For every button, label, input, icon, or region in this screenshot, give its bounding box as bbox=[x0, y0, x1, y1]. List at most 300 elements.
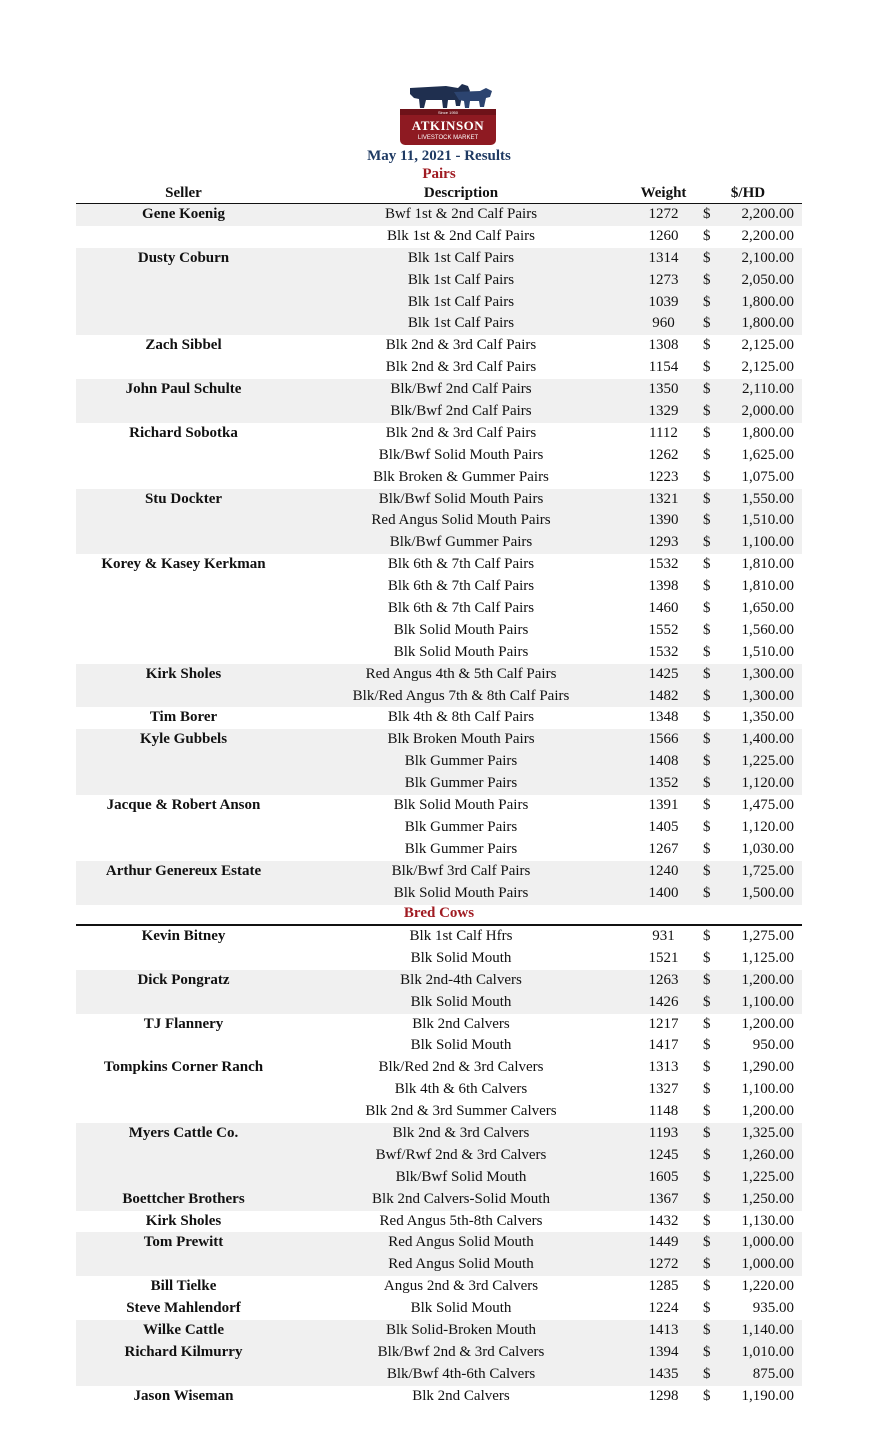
currency-symbol: $ bbox=[703, 512, 711, 529]
table-row bbox=[76, 489, 802, 511]
weight-cell: 1405 bbox=[648, 818, 679, 835]
report-date-title: May 11, 2021 - Results bbox=[367, 148, 511, 164]
weight-cell: 1263 bbox=[648, 971, 679, 988]
price-cell: 1,200.00 bbox=[741, 1103, 794, 1120]
price-cell: 1,800.00 bbox=[741, 424, 794, 441]
price-cell: 1,725.00 bbox=[741, 862, 794, 879]
price-cell: 1,030.00 bbox=[741, 840, 794, 857]
weight-cell: 1532 bbox=[648, 556, 679, 573]
table-row bbox=[76, 226, 802, 248]
currency-symbol: $ bbox=[703, 818, 711, 835]
price-cell: 1,500.00 bbox=[741, 884, 794, 901]
price-cell: 1,200.00 bbox=[741, 971, 794, 988]
currency-symbol: $ bbox=[703, 468, 711, 485]
price-cell: 1,200.00 bbox=[741, 1015, 794, 1032]
pairs-table bbox=[76, 204, 802, 905]
weight-cell: 1367 bbox=[648, 1190, 679, 1207]
table-row bbox=[76, 598, 802, 620]
price-cell: 1,220.00 bbox=[741, 1278, 794, 1295]
section-title-bred-cows: Bred Cows bbox=[76, 903, 802, 926]
price-cell: 1,300.00 bbox=[741, 687, 794, 704]
seller-cell: TJ Flannery bbox=[143, 1015, 224, 1032]
table-row bbox=[76, 576, 802, 598]
weight-cell: 1394 bbox=[648, 1343, 679, 1360]
table-row bbox=[76, 1298, 802, 1320]
description-cell: Blk 2nd Calvers-Solid Mouth bbox=[372, 1190, 550, 1207]
weight-cell: 1148 bbox=[648, 1103, 679, 1120]
currency-symbol: $ bbox=[703, 1300, 711, 1317]
currency-symbol: $ bbox=[703, 862, 711, 879]
currency-symbol: $ bbox=[703, 206, 711, 222]
table-row bbox=[76, 1123, 802, 1145]
weight-cell: 1398 bbox=[648, 578, 679, 595]
weight-cell: 1408 bbox=[648, 753, 679, 770]
description-cell: Blk 2nd Calvers bbox=[412, 1015, 510, 1032]
currency-symbol: $ bbox=[703, 1015, 711, 1032]
price-cell: 1,250.00 bbox=[741, 1190, 794, 1207]
description-cell: Bwf 1st & 2nd Calf Pairs bbox=[384, 206, 538, 222]
description-cell: Blk Gummer Pairs bbox=[404, 840, 518, 857]
currency-symbol: $ bbox=[703, 928, 711, 944]
seller-cell: Kevin Bitney bbox=[141, 928, 226, 944]
weight-cell: 1352 bbox=[648, 775, 679, 792]
currency-symbol: $ bbox=[703, 1059, 711, 1076]
seller-cell: Dusty Coburn bbox=[137, 249, 230, 266]
price-cell: 1,325.00 bbox=[741, 1125, 794, 1142]
description-cell: Blk 1st Calf Pairs bbox=[407, 293, 515, 310]
table-row bbox=[76, 510, 802, 532]
description-cell: Red Angus Solid Mouth bbox=[388, 1256, 534, 1273]
table-row bbox=[76, 1079, 802, 1101]
description-cell: Blk 2nd & 3rd Calf Pairs bbox=[385, 359, 537, 376]
currency-symbol: $ bbox=[703, 1168, 711, 1185]
table-row bbox=[76, 1057, 802, 1079]
description-cell: Blk Broken & Gummer Pairs bbox=[373, 468, 549, 485]
price-cell: 1,075.00 bbox=[741, 468, 794, 485]
currency-symbol: $ bbox=[703, 227, 711, 244]
weight-cell: 1154 bbox=[648, 359, 679, 376]
table-row bbox=[76, 445, 802, 467]
weight-cell: 1298 bbox=[648, 1387, 679, 1404]
table-row bbox=[76, 1014, 802, 1036]
description-cell: Blk/Bwf 2nd Calf Pairs bbox=[390, 381, 532, 398]
description-cell: Red Angus 5th-8th Calvers bbox=[379, 1212, 543, 1229]
table-row bbox=[76, 467, 802, 489]
description-cell: Blk/Bwf 4th-6th Calvers bbox=[386, 1365, 536, 1382]
table-row bbox=[76, 313, 802, 335]
weight-cell: 1605 bbox=[648, 1168, 679, 1185]
weight-cell: 1350 bbox=[648, 381, 679, 398]
price-cell: 875.00 bbox=[752, 1365, 794, 1382]
description-cell: Blk/Bwf 2nd Calf Pairs bbox=[390, 403, 532, 420]
description-cell: Bwf/Rwf 2nd & 3rd Calvers bbox=[375, 1146, 547, 1163]
description-cell: Blk Solid Mouth Pairs bbox=[393, 621, 529, 638]
currency-symbol: $ bbox=[703, 359, 711, 376]
price-cell: 1,300.00 bbox=[741, 665, 794, 682]
weight-cell: 1223 bbox=[648, 468, 679, 485]
price-cell: 1,400.00 bbox=[741, 731, 794, 748]
price-cell: 1,650.00 bbox=[741, 600, 794, 617]
table-row bbox=[76, 948, 802, 970]
price-cell: 1,125.00 bbox=[741, 949, 794, 966]
weight-cell: 1240 bbox=[648, 862, 679, 879]
price-cell: 1,350.00 bbox=[741, 709, 794, 726]
currency-symbol: $ bbox=[703, 534, 711, 551]
currency-symbol: $ bbox=[703, 971, 711, 988]
description-cell: Blk 4th & 6th Calvers bbox=[394, 1081, 528, 1098]
seller-cell: Arthur Genereux Estate bbox=[105, 862, 262, 879]
column-header-seller: Seller bbox=[165, 185, 202, 201]
weight-cell: 1432 bbox=[648, 1212, 679, 1229]
weight-cell: 1260 bbox=[648, 227, 679, 244]
table-row bbox=[76, 379, 802, 401]
logo-title: ATKINSON bbox=[411, 118, 485, 133]
table-row bbox=[76, 861, 802, 883]
seller-cell: Steve Mahlendorf bbox=[126, 1300, 241, 1317]
price-cell: 1,140.00 bbox=[741, 1322, 794, 1339]
price-cell: 1,510.00 bbox=[741, 643, 794, 660]
description-cell: Blk 4th & 8th Calf Pairs bbox=[387, 709, 535, 726]
price-cell: 1,800.00 bbox=[741, 293, 794, 310]
currency-symbol: $ bbox=[703, 1037, 711, 1054]
description-cell: Blk/Red 2nd & 3rd Calvers bbox=[378, 1059, 544, 1076]
table-row bbox=[76, 270, 802, 292]
price-cell: 2,110.00 bbox=[742, 381, 794, 398]
currency-symbol: $ bbox=[703, 993, 711, 1010]
currency-symbol: $ bbox=[703, 775, 711, 792]
seller-cell: Dick Pongratz bbox=[137, 971, 230, 988]
currency-symbol: $ bbox=[703, 556, 711, 573]
seller-cell: Richard Kilmurry bbox=[124, 1343, 243, 1360]
description-cell: Blk 1st Calf Pairs bbox=[407, 249, 515, 266]
description-cell: Blk 1st Calf Pairs bbox=[407, 315, 515, 332]
seller-cell: Richard Sobotka bbox=[129, 424, 238, 441]
weight-cell: 1245 bbox=[648, 1146, 679, 1163]
table-row bbox=[76, 707, 802, 729]
weight-cell: 1262 bbox=[648, 446, 679, 463]
seller-cell: Tom Prewitt bbox=[143, 1234, 224, 1251]
description-cell: Blk 6th & 7th Calf Pairs bbox=[387, 556, 535, 573]
seller-cell: Korey & Kasey Kerkman bbox=[101, 556, 266, 573]
atkinson-livestock-market-logo bbox=[396, 82, 500, 148]
price-cell: 1,225.00 bbox=[741, 1168, 794, 1185]
table-row bbox=[76, 335, 802, 357]
description-cell: Red Angus Solid Mouth Pairs bbox=[371, 512, 551, 529]
table-row bbox=[76, 1276, 802, 1298]
seller-cell: Myers Cattle Co. bbox=[128, 1125, 239, 1142]
table-row bbox=[76, 1101, 802, 1123]
currency-symbol: $ bbox=[703, 337, 711, 354]
price-cell: 1,550.00 bbox=[741, 490, 794, 507]
seller-cell: Kirk Sholes bbox=[145, 665, 222, 682]
currency-symbol: $ bbox=[703, 446, 711, 463]
price-cell: 1,000.00 bbox=[741, 1234, 794, 1251]
price-cell: 1,120.00 bbox=[741, 818, 794, 835]
description-cell: Blk 6th & 7th Calf Pairs bbox=[387, 578, 535, 595]
weight-cell: 1313 bbox=[648, 1059, 679, 1076]
table-row bbox=[76, 554, 802, 576]
price-cell: 1,560.00 bbox=[741, 621, 794, 638]
description-cell: Blk/Bwf Gummer Pairs bbox=[389, 534, 533, 551]
description-cell: Red Angus 4th & 5th Calf Pairs bbox=[365, 665, 557, 682]
weight-cell: 1217 bbox=[648, 1015, 679, 1032]
price-cell: 1,130.00 bbox=[741, 1212, 794, 1229]
currency-symbol: $ bbox=[703, 315, 711, 332]
currency-symbol: $ bbox=[703, 1234, 711, 1251]
currency-symbol: $ bbox=[703, 1365, 711, 1382]
price-cell: 1,010.00 bbox=[741, 1343, 794, 1360]
weight-cell: 1417 bbox=[648, 1037, 679, 1054]
price-cell: 2,050.00 bbox=[741, 271, 794, 288]
description-cell: Blk Solid Mouth Pairs bbox=[393, 884, 529, 901]
description-cell: Blk Solid Mouth Pairs bbox=[393, 797, 529, 814]
currency-symbol: $ bbox=[703, 797, 711, 814]
description-cell: Blk/Bwf Solid Mouth Pairs bbox=[378, 446, 544, 463]
price-cell: 1,000.00 bbox=[741, 1256, 794, 1273]
table-row bbox=[76, 817, 802, 839]
table-row bbox=[76, 1035, 802, 1057]
description-cell: Blk Solid Mouth Pairs bbox=[393, 643, 529, 660]
seller-cell: Jacque & Robert Anson bbox=[106, 797, 261, 814]
weight-cell: 1327 bbox=[648, 1081, 679, 1098]
table-row bbox=[76, 1320, 802, 1342]
seller-cell: Tompkins Corner Ranch bbox=[103, 1059, 264, 1076]
price-cell: 1,290.00 bbox=[741, 1059, 794, 1076]
weight-cell: 1039 bbox=[648, 293, 679, 310]
weight-cell: 1426 bbox=[648, 993, 679, 1010]
price-cell: 1,225.00 bbox=[741, 753, 794, 770]
weight-cell: 1308 bbox=[648, 337, 679, 354]
column-headers bbox=[76, 184, 802, 205]
price-cell: 2,200.00 bbox=[741, 206, 794, 222]
description-cell: Blk 2nd & 3rd Calf Pairs bbox=[385, 424, 537, 441]
weight-cell: 1449 bbox=[648, 1234, 679, 1251]
currency-symbol: $ bbox=[703, 709, 711, 726]
table-row bbox=[76, 1232, 802, 1254]
price-cell: 1,800.00 bbox=[741, 315, 794, 332]
bred-cows-table bbox=[76, 926, 802, 1408]
description-cell: Blk/Bwf Solid Mouth bbox=[395, 1168, 527, 1185]
seller-cell: Wilke Cattle bbox=[143, 1322, 224, 1339]
description-cell: Blk Solid Mouth bbox=[410, 1037, 512, 1054]
seller-cell: Gene Koenig bbox=[142, 206, 225, 222]
description-cell: Blk 2nd Calvers bbox=[412, 1387, 510, 1404]
table-row bbox=[76, 357, 802, 379]
currency-symbol: $ bbox=[703, 1212, 711, 1229]
currency-symbol: $ bbox=[703, 578, 711, 595]
currency-symbol: $ bbox=[703, 1343, 711, 1360]
price-cell: 1,625.00 bbox=[741, 446, 794, 463]
weight-cell: 1566 bbox=[648, 731, 679, 748]
price-cell: 1,810.00 bbox=[741, 578, 794, 595]
price-cell: 1,260.00 bbox=[741, 1146, 794, 1163]
table-row bbox=[76, 1189, 802, 1211]
currency-symbol: $ bbox=[703, 643, 711, 660]
currency-symbol: $ bbox=[703, 1125, 711, 1142]
currency-symbol: $ bbox=[703, 1278, 711, 1295]
table-row bbox=[76, 729, 802, 751]
table-row bbox=[76, 1342, 802, 1364]
currency-symbol: $ bbox=[703, 1256, 711, 1273]
weight-cell: 1272 bbox=[648, 1256, 679, 1273]
weight-cell: 1193 bbox=[648, 1125, 679, 1142]
price-cell: 1,510.00 bbox=[741, 512, 794, 529]
price-cell: 1,100.00 bbox=[741, 534, 794, 551]
description-cell: Blk/Bwf 2nd & 3rd Calvers bbox=[377, 1343, 545, 1360]
cattle-icon bbox=[410, 84, 492, 108]
table-row bbox=[76, 423, 802, 445]
currency-symbol: $ bbox=[703, 687, 711, 704]
currency-symbol: $ bbox=[703, 949, 711, 966]
weight-cell: 1348 bbox=[648, 709, 679, 726]
table-row bbox=[76, 883, 802, 905]
table-row bbox=[76, 532, 802, 554]
table-row bbox=[76, 292, 802, 314]
column-header-weight: Weight bbox=[640, 185, 687, 201]
table-row bbox=[76, 992, 802, 1014]
logo-subtitle: LIVESTOCK MARKET bbox=[417, 135, 479, 141]
weight-cell: 1460 bbox=[648, 600, 679, 617]
table-row bbox=[76, 664, 802, 686]
table-row bbox=[76, 1211, 802, 1233]
weight-cell: 1285 bbox=[648, 1278, 679, 1295]
price-cell: 2,100.00 bbox=[741, 249, 794, 266]
table-row bbox=[76, 839, 802, 861]
currency-symbol: $ bbox=[703, 621, 711, 638]
price-cell: 2,000.00 bbox=[741, 403, 794, 420]
currency-symbol: $ bbox=[703, 884, 711, 901]
currency-symbol: $ bbox=[703, 840, 711, 857]
column-header-price-per-head: $/HD bbox=[730, 185, 766, 201]
currency-symbol: $ bbox=[703, 271, 711, 288]
price-cell: 1,475.00 bbox=[741, 797, 794, 814]
description-cell: Blk 1st & 2nd Calf Pairs bbox=[387, 227, 535, 244]
seller-cell: Stu Dockter bbox=[144, 490, 223, 507]
seller-cell: Tim Borer bbox=[149, 709, 218, 726]
table-row bbox=[76, 642, 802, 664]
price-cell: 1,275.00 bbox=[741, 928, 794, 944]
description-cell: Blk Broken Mouth Pairs bbox=[387, 731, 535, 748]
price-cell: 2,125.00 bbox=[741, 359, 794, 376]
weight-cell: 1293 bbox=[648, 534, 679, 551]
description-cell: Blk Gummer Pairs bbox=[404, 775, 518, 792]
weight-cell: 1482 bbox=[648, 687, 679, 704]
description-cell: Blk Gummer Pairs bbox=[404, 818, 518, 835]
table-row bbox=[76, 1167, 802, 1189]
currency-symbol: $ bbox=[703, 381, 711, 398]
description-cell: Blk 6th & 7th Calf Pairs bbox=[387, 600, 535, 617]
table-row bbox=[76, 926, 802, 948]
description-cell: Blk Gummer Pairs bbox=[404, 753, 518, 770]
table-row bbox=[76, 401, 802, 423]
description-cell: Blk Solid Mouth bbox=[410, 993, 512, 1010]
price-cell: 1,100.00 bbox=[741, 993, 794, 1010]
table-row bbox=[76, 620, 802, 642]
currency-symbol: $ bbox=[703, 249, 711, 266]
table-row bbox=[76, 751, 802, 773]
weight-cell: 1435 bbox=[648, 1365, 679, 1382]
description-cell: Blk 2nd & 3rd Calvers bbox=[392, 1125, 530, 1142]
price-cell: 1,190.00 bbox=[741, 1387, 794, 1404]
table-row bbox=[76, 686, 802, 708]
seller-cell: Zach Sibbel bbox=[145, 337, 222, 354]
section-title-pairs: Pairs bbox=[422, 166, 456, 182]
currency-symbol: $ bbox=[703, 1322, 711, 1339]
description-cell: Blk Solid Mouth bbox=[410, 1300, 512, 1317]
description-cell: Angus 2nd & 3rd Calvers bbox=[383, 1278, 539, 1295]
description-cell: Blk/Bwf Solid Mouth Pairs bbox=[378, 490, 544, 507]
weight-cell: 1329 bbox=[648, 403, 679, 420]
weight-cell: 1314 bbox=[648, 249, 679, 266]
currency-symbol: $ bbox=[703, 1081, 711, 1098]
seller-cell: Kyle Gubbels bbox=[139, 731, 228, 748]
currency-symbol: $ bbox=[703, 1103, 711, 1120]
currency-symbol: $ bbox=[703, 731, 711, 748]
table-row bbox=[76, 204, 802, 226]
table-row bbox=[76, 1386, 802, 1408]
description-cell: Blk/Red Angus 7th & 8th Calf Pairs bbox=[352, 687, 570, 704]
price-cell: 2,125.00 bbox=[741, 337, 794, 354]
weight-cell: 931 bbox=[652, 928, 675, 944]
logo-since: Since 1950 bbox=[437, 110, 459, 115]
weight-cell: 1425 bbox=[648, 665, 679, 682]
table-row bbox=[76, 795, 802, 817]
table-row bbox=[76, 1364, 802, 1386]
price-cell: 950.00 bbox=[752, 1037, 794, 1054]
weight-cell: 1267 bbox=[648, 840, 679, 857]
currency-symbol: $ bbox=[703, 424, 711, 441]
weight-cell: 1321 bbox=[648, 490, 679, 507]
weight-cell: 1391 bbox=[648, 797, 679, 814]
description-cell: Blk/Bwf 3rd Calf Pairs bbox=[391, 862, 531, 879]
column-header-description: Description bbox=[423, 185, 499, 201]
weight-cell: 1224 bbox=[648, 1300, 679, 1317]
table-row bbox=[76, 1145, 802, 1167]
table-row bbox=[76, 248, 802, 270]
weight-cell: 960 bbox=[652, 315, 675, 332]
description-cell: Blk 2nd & 3rd Calf Pairs bbox=[385, 337, 537, 354]
table-row bbox=[76, 773, 802, 795]
description-cell: Blk 2nd & 3rd Summer Calvers bbox=[365, 1103, 557, 1120]
currency-symbol: $ bbox=[703, 600, 711, 617]
seller-cell: Boettcher Brothers bbox=[122, 1190, 245, 1207]
weight-cell: 1400 bbox=[648, 884, 679, 901]
currency-symbol: $ bbox=[703, 490, 711, 507]
price-cell: 2,200.00 bbox=[741, 227, 794, 244]
currency-symbol: $ bbox=[703, 753, 711, 770]
currency-symbol: $ bbox=[703, 1387, 711, 1404]
price-cell: 1,810.00 bbox=[741, 556, 794, 573]
seller-cell: John Paul Schulte bbox=[125, 381, 242, 398]
weight-cell: 1552 bbox=[648, 621, 679, 638]
description-cell: Blk 1st Calf Hfrs bbox=[409, 928, 513, 944]
description-cell: Blk Solid-Broken Mouth bbox=[385, 1322, 536, 1339]
currency-symbol: $ bbox=[703, 293, 711, 310]
currency-symbol: $ bbox=[703, 665, 711, 682]
description-cell: Red Angus Solid Mouth bbox=[388, 1234, 534, 1251]
weight-cell: 1273 bbox=[648, 271, 679, 288]
table-row bbox=[76, 970, 802, 992]
currency-symbol: $ bbox=[703, 1146, 711, 1163]
weight-cell: 1112 bbox=[649, 424, 678, 441]
description-cell: Blk 1st Calf Pairs bbox=[407, 271, 515, 288]
currency-symbol: $ bbox=[703, 1190, 711, 1207]
price-cell: 1,120.00 bbox=[741, 775, 794, 792]
seller-cell: Kirk Sholes bbox=[145, 1212, 222, 1229]
weight-cell: 1521 bbox=[648, 949, 679, 966]
weight-cell: 1272 bbox=[648, 206, 679, 222]
price-cell: 1,100.00 bbox=[741, 1081, 794, 1098]
